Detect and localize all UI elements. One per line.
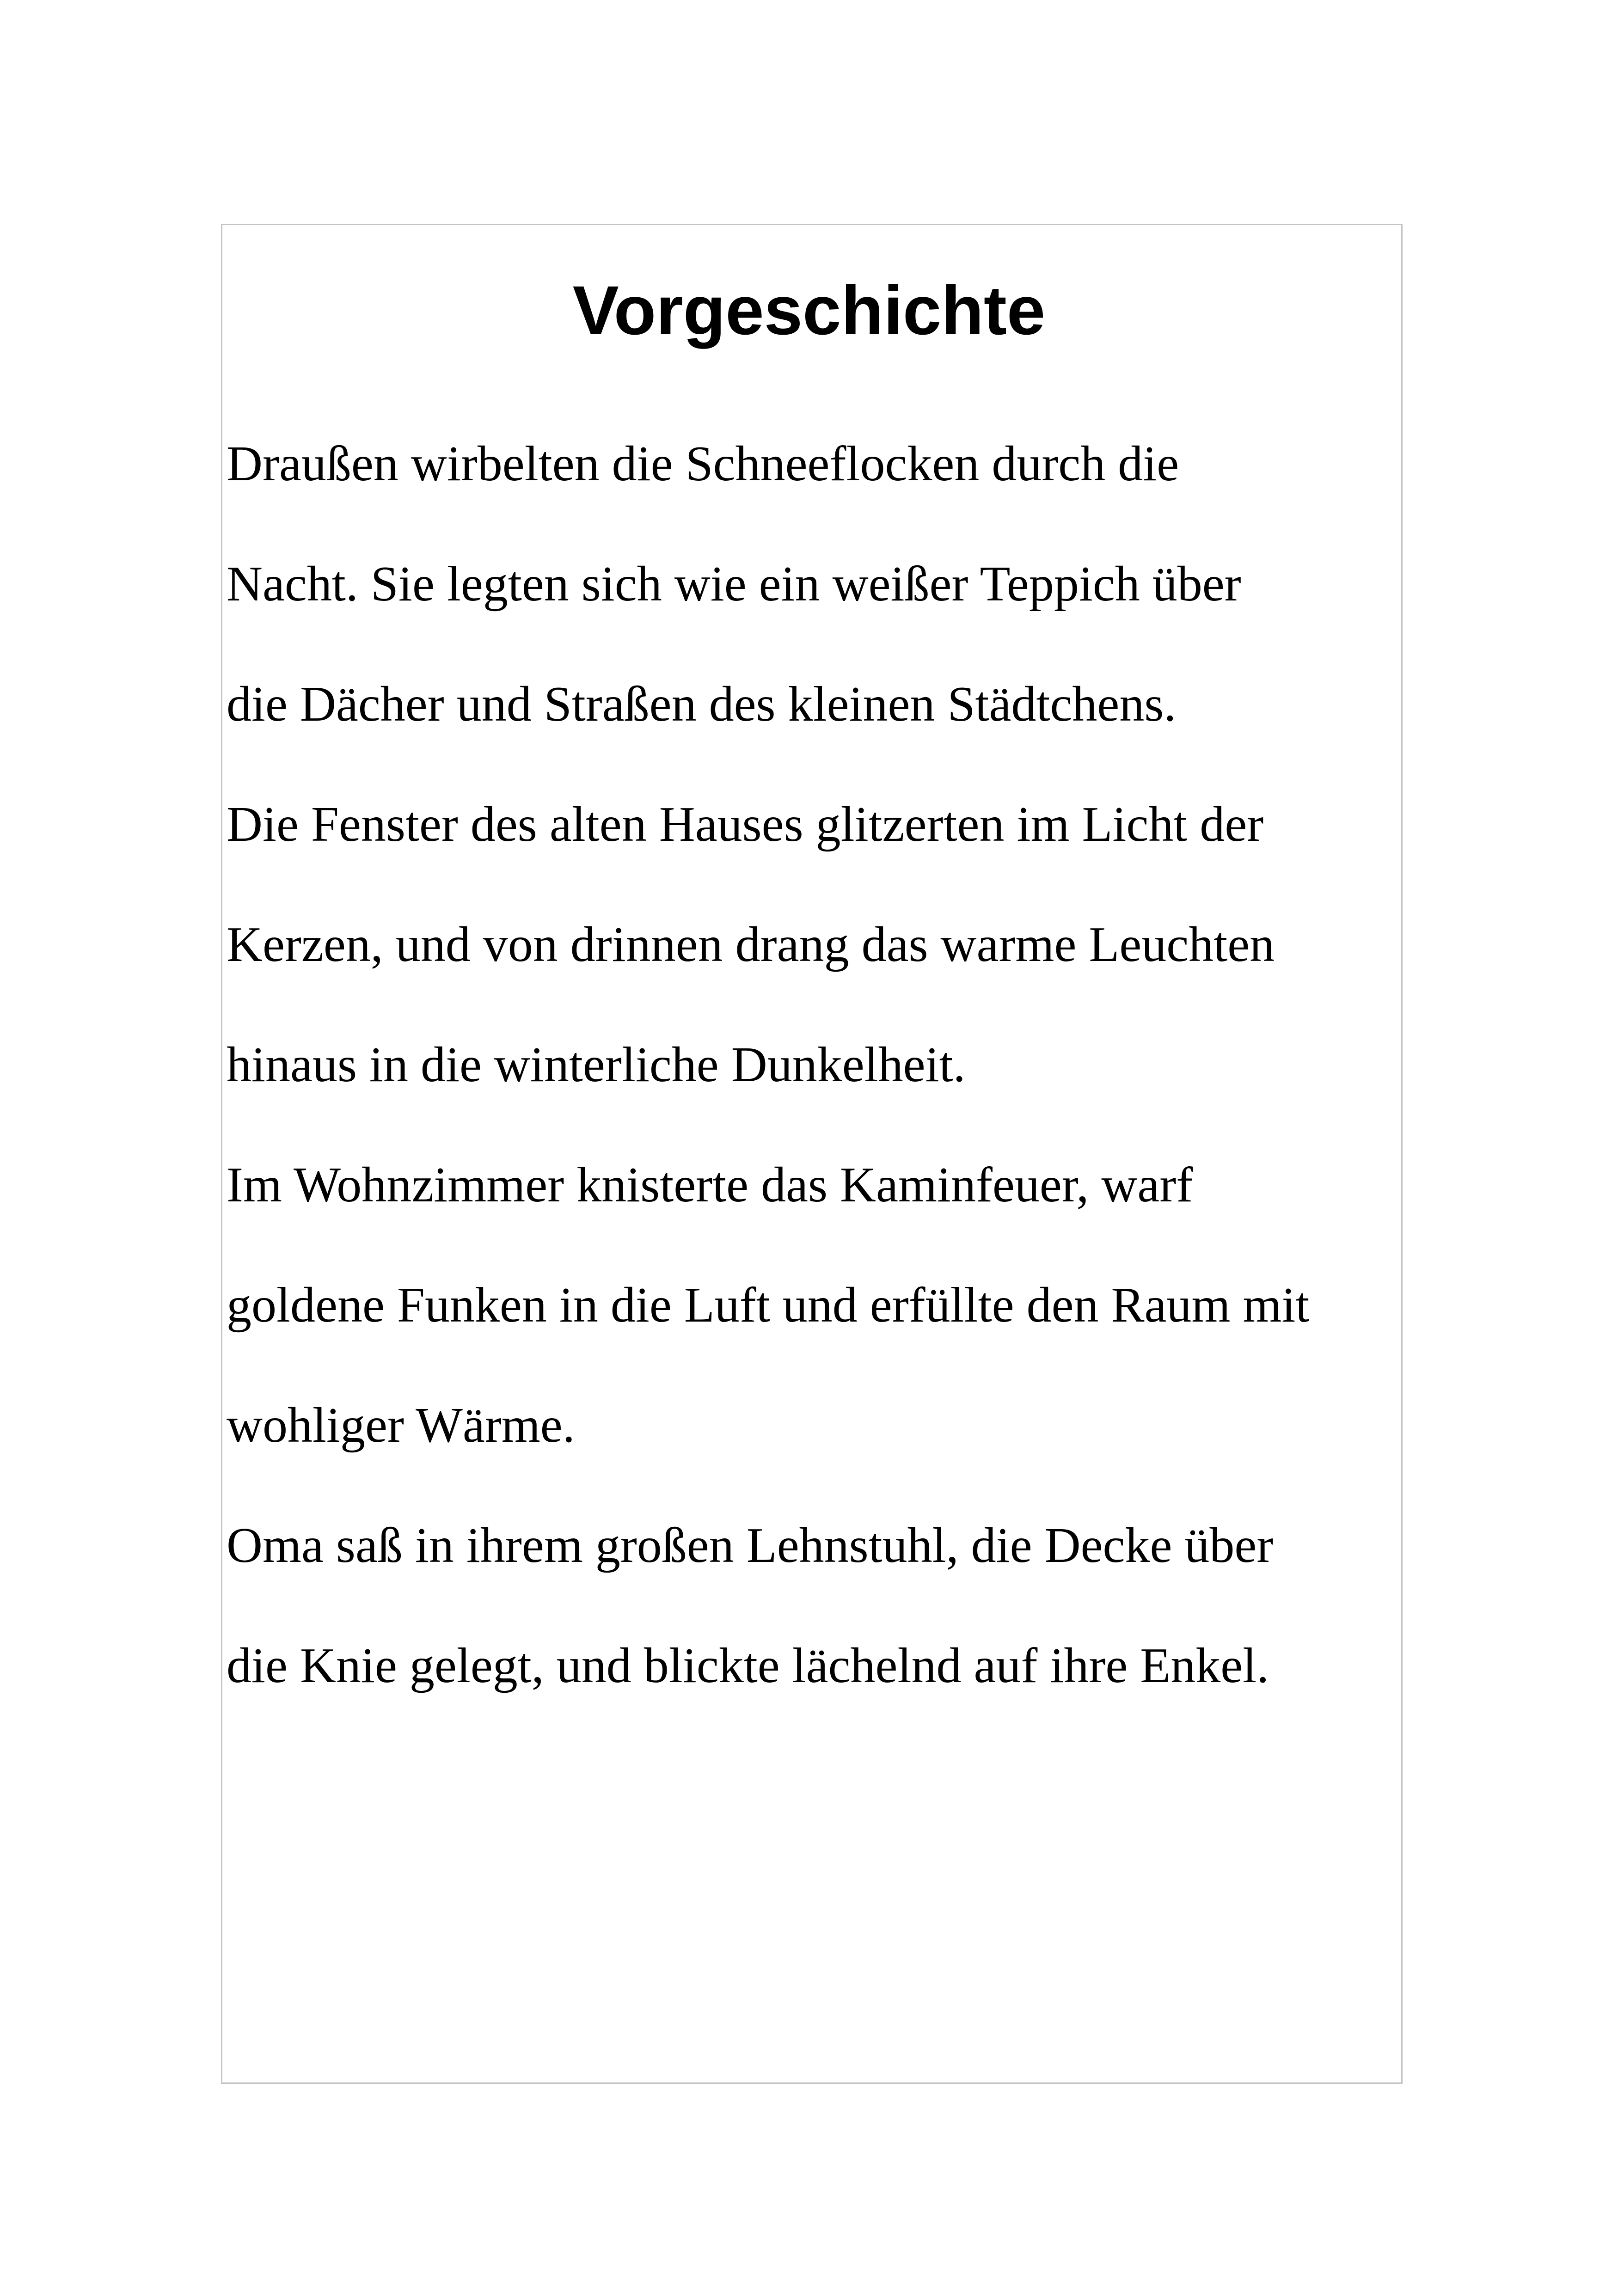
page-title: Vorgeschichte: [572, 271, 1046, 349]
text-line-7: Im Wohnzimmer knisterte das Kaminfeuer, warf: [227, 1157, 1193, 1212]
text-line-5: Kerzen, und von drinnen drang das warme Leuchten: [227, 917, 1275, 972]
text-line-3: die Dächer und Straßen des kleinen Städtchens.: [227, 677, 1177, 732]
text-line-1: Draußen wirbelten die Schneeflocken durch die: [227, 436, 1179, 491]
text-line-9: wohliger Wärme.: [227, 1398, 575, 1453]
page-frame: [221, 224, 1403, 2084]
text-line-4: Die Fenster des alten Hauses glitzerten im Licht der: [227, 797, 1264, 852]
text-line-6: hinaus in die winterliche Dunkelheit.: [227, 1037, 966, 1092]
text-line-10: Oma saß in ihrem großen Lehnstuhl, die Decke über: [227, 1518, 1274, 1573]
text-line-8: goldene Funken in die Luft und erfüllte den Raum mit: [227, 1278, 1310, 1333]
text-line-2: Nacht. Sie legten sich wie ein weißer Teppich über: [227, 557, 1241, 612]
text-line-11: die Knie gelegt, und blickte lächelnd auf ihre Enkel.: [227, 1638, 1269, 1693]
